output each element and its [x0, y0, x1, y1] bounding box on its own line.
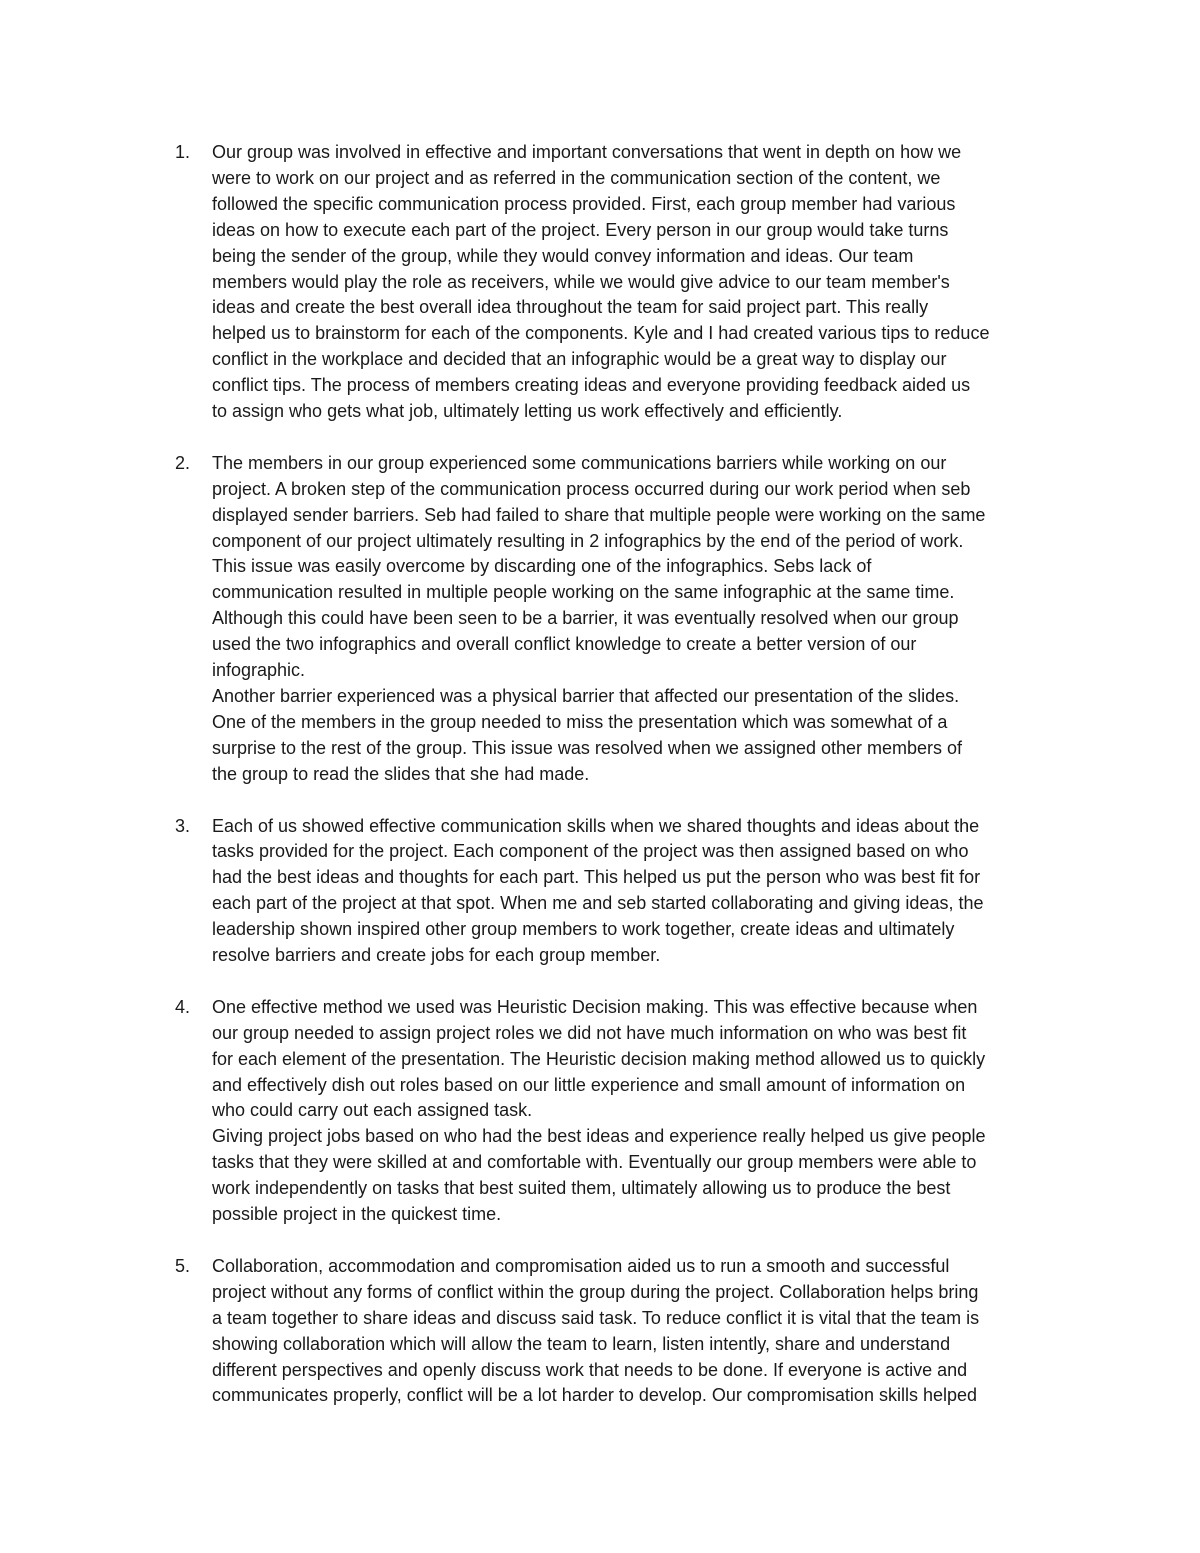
text-line: who could carry out each assigned task.: [212, 1100, 533, 1121]
text-line: leadership shown inspired other group members to work together, create ideas and ultimately: [212, 919, 955, 940]
text-line: communicates properly, conflict will be a lot harder to develop. Our compromisation skills helped: [212, 1385, 978, 1406]
paragraph: [212, 1254, 1065, 1409]
text-line: Another barrier experienced was a physical barrier that affected our presentation of the slides.: [212, 686, 960, 707]
text-line: each part of the project at that spot. When me and seb started collaborating and giving ideas, the: [212, 893, 984, 914]
numbered-list: [175, 140, 1065, 1435]
list-item-number: 1.: [175, 142, 191, 162]
text-line: Giving project jobs based on who had the best ideas and experience really helped us give people: [212, 1126, 986, 1147]
text-line: infographic.: [212, 660, 306, 681]
text-line: being the sender of the group, while they would convey information and ideas. Our team: [212, 245, 914, 266]
text-line: Although this could have been seen to be a barrier, it was eventually resolved when our group: [212, 608, 959, 629]
text-line: project without any forms of conflict within the group during the project. Collaboration helps bring: [212, 1281, 979, 1302]
paragraph: [212, 814, 1065, 969]
text-line: the group to read the slides that she had made.: [212, 763, 590, 784]
text-line: members would play the role as receivers, while we would give advice to our team member's: [212, 271, 950, 292]
text-line: Our group was involved in effective and important conversations that went in depth on how we: [212, 142, 962, 162]
text-line: used the two infographics and overall conflict knowledge to create a better version of our: [212, 634, 917, 655]
text-line: our group needed to assign project roles we did not have much information on who was best fit: [212, 1022, 967, 1043]
paragraph: [212, 995, 1065, 1125]
text-line: were to work on our project and as referred in the communication section of the content, we: [212, 167, 941, 188]
text-line: Each of us showed effective communication skills when we shared thoughts and ideas about the: [212, 815, 980, 836]
text-line: The members in our group experienced some communications barriers while working on our: [212, 452, 947, 473]
list-item-number: 2.: [175, 452, 191, 473]
list-item-number: 3.: [175, 815, 191, 836]
text-line: for each element of the presentation. The Heuristic decision making method allowed us to quickly: [212, 1048, 986, 1069]
list-item-number: 5.: [175, 1255, 191, 1276]
text-line: ideas on how to execute each part of the project. Every person in our group would take turns: [212, 219, 949, 240]
paragraph: [212, 451, 1065, 684]
list-item: [175, 451, 1065, 788]
text-line: This issue was easily overcome by discarding one of the infographics. Sebs lack of: [212, 556, 872, 577]
text-line: conflict in the workplace and decided that an infographic would be a great way to display our: [212, 349, 947, 370]
text-line: a team together to share ideas and discuss said task. To reduce conflict it is vital that the team is: [212, 1307, 980, 1328]
paragraph: [212, 1124, 1065, 1228]
text-line: resolve barriers and create jobs for each group member.: [212, 945, 661, 966]
text-line: One effective method we used was Heuristic Decision making. This was effective because when: [212, 996, 978, 1017]
text-line: One of the members in the group needed to miss the presentation which was somewhat of a: [212, 711, 948, 732]
text-line: tasks provided for the project. Each component of the project was then assigned based on who: [212, 841, 969, 862]
text-line: helped us to brainstorm for each of the components. Kyle and I had created various tips to reduce: [212, 323, 990, 344]
text-line: communication resulted in multiple people working on the same infographic at the same time.: [212, 582, 955, 603]
paragraph: [212, 684, 1065, 788]
text-line: ideas and create the best overall idea throughout the team for said project part. This really: [212, 297, 929, 318]
list-item: [175, 140, 1065, 425]
text-line: followed the specific communication process provided. First, each group member had various: [212, 193, 956, 214]
text-line: different perspectives and openly discuss work that needs to be done. If everyone is active and: [212, 1359, 968, 1380]
text-line: Collaboration, accommodation and compromisation aided us to run a smooth and successful: [212, 1255, 950, 1276]
list-item: [175, 995, 1065, 1228]
text-line: component of our project ultimately resulting in 2 infographics by the end of the period of work.: [212, 530, 964, 551]
list-item: [175, 1254, 1065, 1409]
list-item: [175, 814, 1065, 969]
text-line: tasks that they were skilled at and comfortable with. Eventually our group members were able to: [212, 1152, 977, 1173]
text-line: showing collaboration which will allow the team to learn, listen intently, share and understand: [212, 1333, 951, 1354]
text-line: surprise to the rest of the group. This issue was resolved when we assigned other members of: [212, 737, 963, 758]
text-line: to assign who gets what job, ultimately letting us work effectively and efficiently.: [212, 401, 843, 422]
list-item-number: 4.: [175, 996, 191, 1017]
text-line: work independently on tasks that best suited them, ultimately allowing us to produce the best: [212, 1178, 951, 1199]
text-line: possible project in the quickest time.: [212, 1204, 502, 1225]
text-line: displayed sender barriers. Seb had failed to share that multiple people were working on the same: [212, 504, 986, 525]
text-line: had the best ideas and thoughts for each part. This helped us put the person who was best fit for: [212, 867, 981, 888]
text-line: and effectively dish out roles based on our little experience and small amount of information on: [212, 1074, 966, 1095]
text-line: project. A broken step of the communication process occurred during our work period when seb: [212, 478, 971, 499]
paragraph: [212, 140, 1065, 425]
text-line: conflict tips. The process of members creating ideas and everyone providing feedback aided us: [212, 375, 971, 396]
